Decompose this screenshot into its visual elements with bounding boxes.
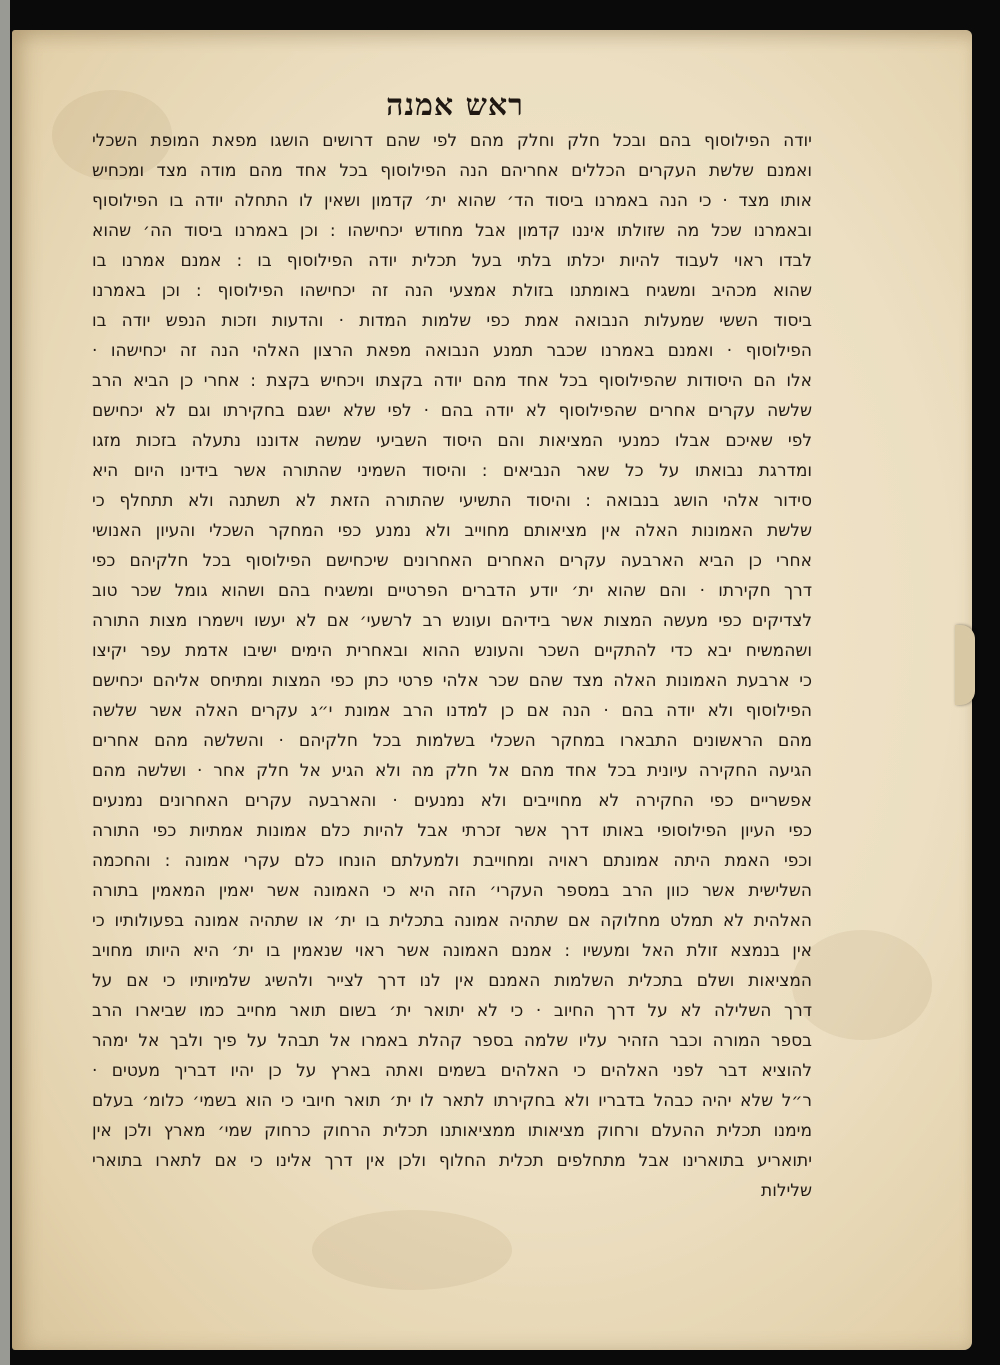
text-line: לבדו ראוי לעבוד להיות יכלתו בלתי בעל תכלית יודה הפילוסוף בו : אמנם אמרנו בו bbox=[92, 251, 812, 271]
text-line: סידור אלהי הושג בנבואה : והיסוד התשיעי שהתורה הזאת לא תשתנה ולא תתחלף כי bbox=[92, 491, 812, 511]
text-line: ואמנם שלשת העקרים הכללים אחריהם הנה הפילוסוף בכל אחד מהם מודה מצד ומכחיש bbox=[92, 161, 812, 181]
scanner-margin-strip bbox=[0, 0, 10, 1365]
text-line: להוציא דבר לפני האלהים כי האלהים בשמים ואתה בארץ על כן יהיו דבריך מעטים · bbox=[92, 1061, 812, 1081]
text-line: אין בנמצא זולת האל ומעשיו : אמנם האמונה אשר ראוי שנאמין בו ית׳ היא היותו מחויב bbox=[92, 941, 812, 961]
text-line: האלהית לא תמלט מחלוקה אם שתהיה אמונה בתכלית בו ית׳ או שתהיה אמונה בפעולותיו כי bbox=[92, 911, 812, 931]
text-line: אותו מצד · כי הנה באמרנו ביסוד הד׳ שהוא ית׳ קדמון ושאין לו התחלה יודה בו הפילוסוף bbox=[92, 191, 812, 211]
text-line: מימנו תכלית ההעלם ורחוק מציאותו ממציאותנו תכלית הרחוק כרחוק שמי׳ מארץ ולכן אין bbox=[92, 1121, 812, 1141]
text-line: שלשה עקרים אחרים שהפילוסוף לא יודה בהם · לפי שלא ישגם בחקירתו וגם לא יכחישם bbox=[92, 401, 812, 421]
text-line: שלילות bbox=[761, 1181, 812, 1201]
text-line: אלו הם היסודות שהפילוסוף בכל אחד מהם יודה בקצתו ויכחיש בקצת : אחרי כן הביא הרב bbox=[92, 371, 812, 391]
running-head: ראש אמנה bbox=[386, 88, 524, 123]
text-line: וכפי האמת היתה אמונתם ראויה ומחוייבת ולמעלתם הונחו כלם עקרי אמונה : והחכמה bbox=[92, 851, 812, 871]
text-line: מהם הראשונים התבארו במחקר השכלי בשלמות בכל חלקיהם · והשלשה מהם אחרים bbox=[92, 731, 812, 751]
text-line: יודה הפילוסוף בהם ובכל חלק וחלק מהם לפי שהם דרושים הושגו מפאת המופת השכלי bbox=[92, 131, 812, 151]
text-line: דרך השלילה לא על דרך החיוב · כי לא יתואר ית׳ בשום תואר מחייב כמו שביארו הרב bbox=[92, 1001, 812, 1021]
text-line: ושהמשיח יבא כדי להתקיים השכר והעונש ההוא ובאחרית הימים ישיבו אדמת עפר יקיצו bbox=[92, 641, 812, 661]
text-line: השלישית אשר כוון הרב במספר העקרי׳ הזה היא כי האמונה אשר יאמין המאמין בתורה bbox=[92, 881, 812, 901]
text-line: ביסוד הששי שמעלות הנבואה אמת כפי שלמות המדות · והדעות וזכות הנפש יודה בו bbox=[92, 311, 812, 331]
text-line: הגיעה החקירה עיונית בכל אחד מהם אל חלק מה ולא הגיע אל חלק אחר · ושלשה מהם bbox=[92, 761, 812, 781]
paper-stain bbox=[792, 930, 932, 1040]
text-line: הפילוסוף ולא יודה בהם · הנה אם כן למדנו הרב אמונת י״ג עקרים האלה אשר שלשה bbox=[92, 701, 812, 721]
text-line: לפי שאיכם אבלו כמנעי המציאות והם היסוד השביעי שמשה אדוננו נתעלה בזכות מזגו bbox=[92, 431, 812, 451]
text-line: ר״ל שלא יהיה כבהל בדבריו ולא בחקירתו לתאר לו ית׳ תואר חיובי כי הוא בשמי׳ כלומ׳ בעלם bbox=[92, 1091, 812, 1111]
text-line: לצדיקים כפי מעשה המצות אשר בידיהם ועונש רב לרשעי׳ אם לא יעשו וישמרו מצות התורה bbox=[92, 611, 812, 631]
text-line: שהוא מכהיב ומשגיח באומתנו בזולת אמצעי הנה זה יכחישהו הפילוסוף : וכן באמרנו bbox=[92, 281, 812, 301]
text-line: כי ארבעת האמונות האלה מצד שהם שכר אלהי פרטי כתן כפי המצות ומתיחס אליהם יכחישם bbox=[92, 671, 812, 691]
text-line: שלשת האמונות האלה אין מציאותם מחוייב ולא נמנע כפי המחקר השכלי והעיון האנושי bbox=[92, 521, 812, 541]
text-line: ומדרגת נבואתו על כל שאר הנביאים : והיסוד השמיני שהתורה אשר בידינו היום היא bbox=[92, 461, 812, 481]
text-line: יתואריע בתוארינו אבל מתחלפים תכלית החלוף ולכן אין דרך אלינו כי אם לתארו בתוארי bbox=[92, 1151, 812, 1171]
main-text-block bbox=[92, 126, 812, 1206]
text-line: אחרי כן הביא הארבעה עקרים האחרים האחרונים שיכחישם הפילוסוף בכל חלקיהם כפי bbox=[92, 551, 812, 571]
text-line: הפילוסוף · ואמנם באמרנו שכבר תמנע הנבואה מפאת הרצון האלהי הנה זה יכחישהו · bbox=[92, 341, 812, 361]
text-line: המציאות ושלם בתכלית השלמות האמנם אין לנו דרך לצייר ולהשיג שלמיותיו כי אם על bbox=[92, 971, 812, 991]
text-line: אפשריים כפי החקירה לא מחוייבים ולא נמנעים · והארבעה עקרים האחרונים נמנעים bbox=[92, 791, 812, 811]
text-line: כפי העיון הפילוסופי באותו דרך אשר זכרתי אבל להיות כלם אמונות אמתיות כפי התורה bbox=[92, 821, 812, 841]
text-line: בספר המורה וכבר הזהיר עליו שלמה בספר קהלת באמרו אל תבהל על פיך ולבך אל ימהר bbox=[92, 1031, 812, 1051]
paper-stain bbox=[312, 1210, 512, 1290]
text-line: דרך חקירתו · והם שהוא ית׳ יודע הדברים הפרטיים ומשגיח בהם ושהוא גומל שכר טוב bbox=[92, 581, 812, 601]
text-line: ובאמרנו שכל מה שזולתו איננו קדמון אבל מחודש יכחישהו : וכן באמרנו ביסוד הה׳ שהוא bbox=[92, 221, 812, 241]
page-edge-tab bbox=[955, 625, 975, 705]
